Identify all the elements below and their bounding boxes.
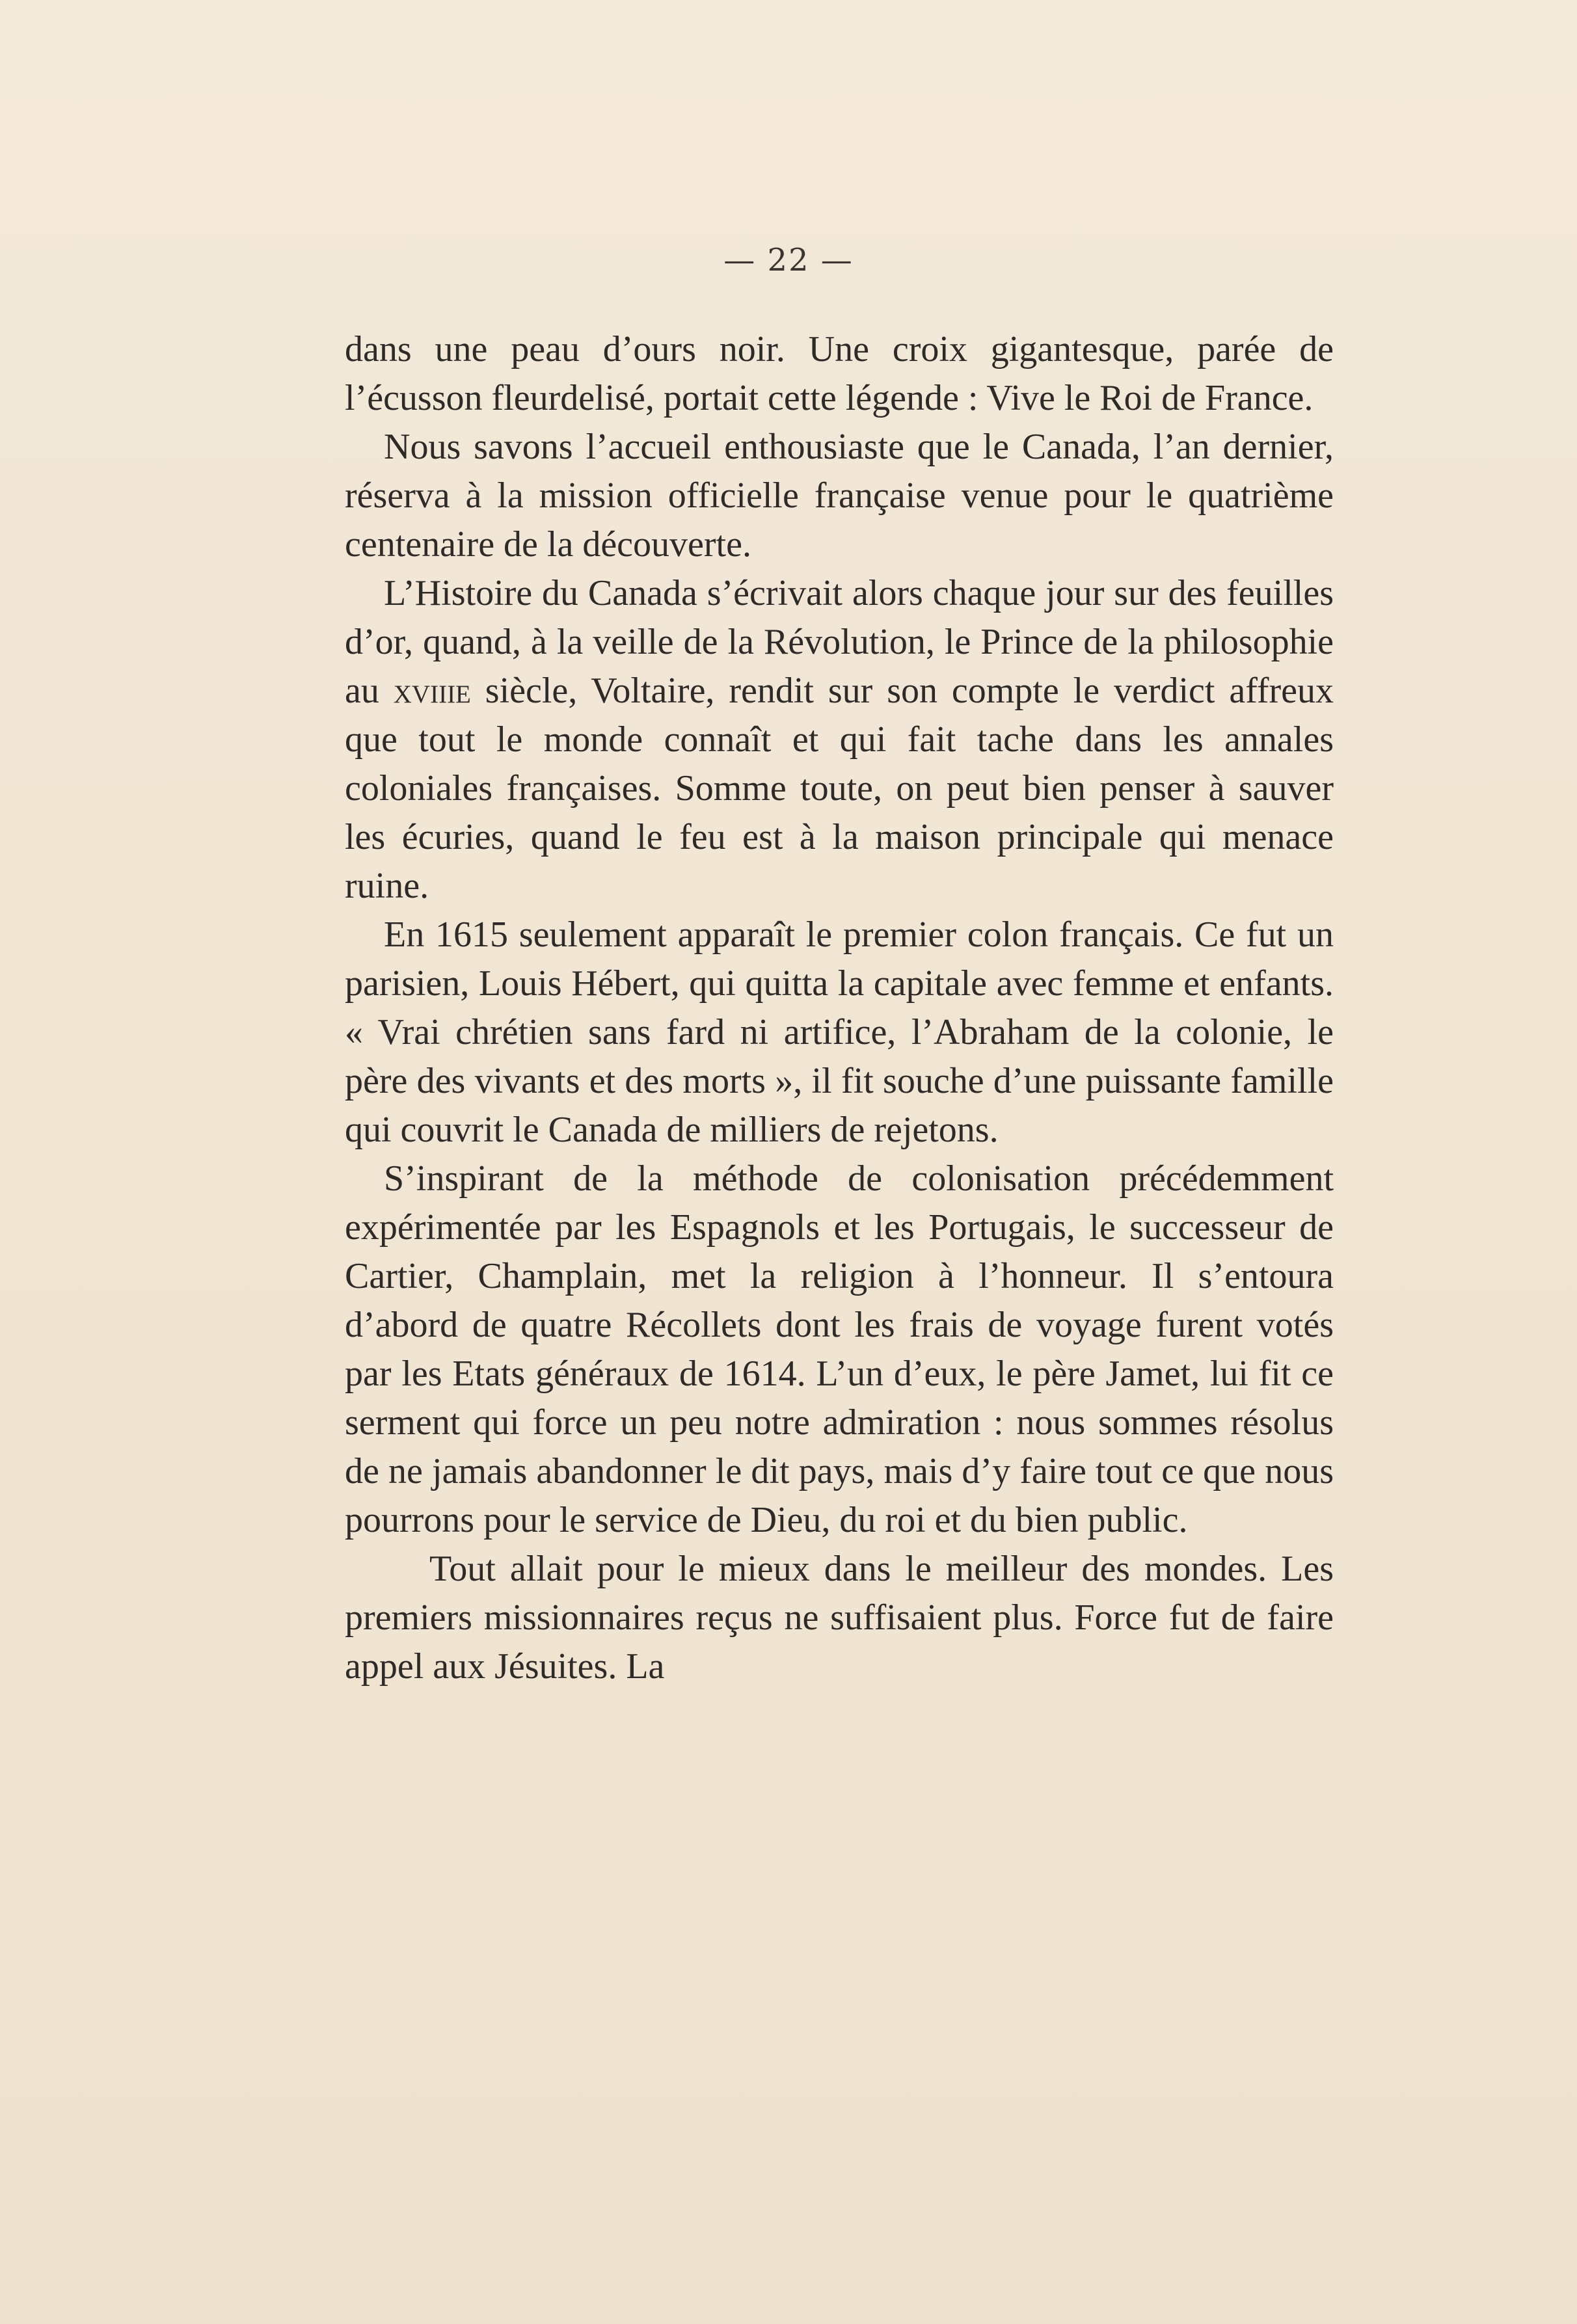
paragraph: En 1615 seulement apparaît le premier colon français. Ce fut un parisien, Louis Hébert, qui quitta la capitale avec femme et enfants. « Vrai chrétien sans fard ni artifice, l’Abraham de la colonie, le père des vivants et des morts », il fit souche d’une puissante famille qui couvrit le Canada de milliers de rejetons.: [345, 915, 1334, 1150]
body-text: [345, 325, 1334, 1691]
page-number: — 22 —: [723, 242, 854, 278]
paragraph: dans une peau d’ours noir. Une croix gigantesque, parée de l’écusson fleurdelisé, portait cette légende : Vive le Roi de France.: [345, 329, 1334, 418]
century-numeral: xviiie: [393, 671, 471, 711]
paragraph-text: siècle, Voltaire, rendit sur son compte le verdict affreux que tout le monde connaît et qui fait tache dans les annales coloniales françaises. Somme toute, on peut bien penser à sauver les écuries, quand le feu est à la maison principale qui menace ruine.: [345, 671, 1334, 906]
paragraph: S’inspirant de la méthode de colonisation précédemment expérimentée par les Espagnols et les Portugais, le successeur de Cartier, Champlain, met la religion à l’honneur. Il s’entoura d’abord de quatre Récollets dont les frais de voyage furent votés par les Etats généraux de 1614. L’un d’eux, le père Jamet, lui fit ce serment qui force un peu notre admiration : nous sommes résolus de ne jamais abandonner le dit pays, mais d’y faire tout ce que nous pourrons pour le service de Dieu, du roi et du bien public.: [345, 1158, 1334, 1540]
paragraph: [345, 569, 1334, 911]
paragraph: Tout allait pour le mieux dans le meilleur des mondes. Les premiers missionnaires reçus ne suffisaient plus. Force fut de faire appel aux Jésuites. La: [345, 1549, 1334, 1687]
paragraph-text: L’Histoire du Canada s’écrivait alors chaque jour sur des feuilles d’or, quand, à la veille de la Révolution, le Prince de la philosophie au: [345, 573, 1334, 711]
paragraph: Nous savons l’accueil enthousiaste que le Canada, l’an dernier, réserva à la mission officielle française venue pour le quatrième centenaire de la découverte.: [345, 427, 1334, 565]
